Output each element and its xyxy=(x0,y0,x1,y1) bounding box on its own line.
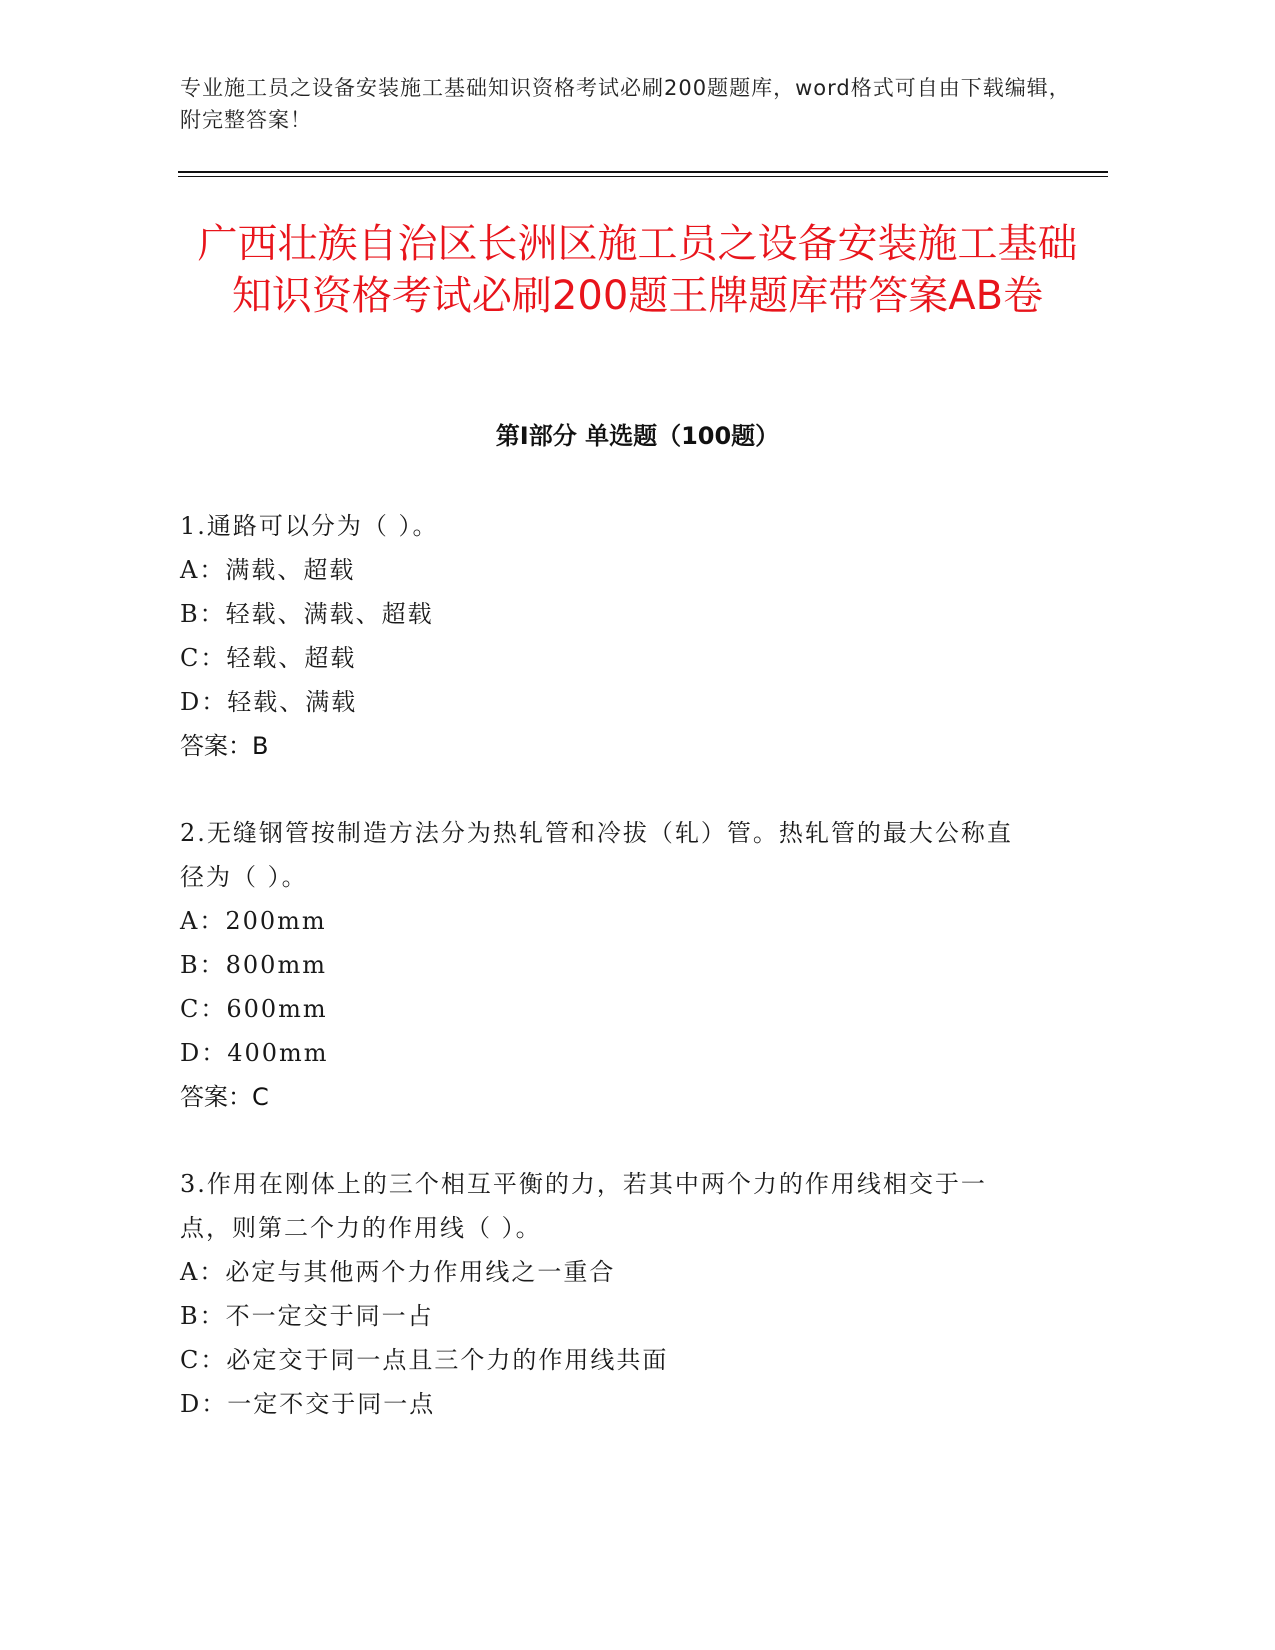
question-3 xyxy=(180,1162,1030,1426)
question-text: 1.通路可以分为（ ）。 xyxy=(180,512,439,540)
option-c: C：600mm xyxy=(180,995,328,1023)
question-spacer xyxy=(180,768,1030,811)
option-a: A：必定与其他两个力作用线之一重合 xyxy=(180,1258,616,1286)
option-d: D：轻载、满载 xyxy=(180,688,358,716)
answer-line: 答案：B xyxy=(180,732,269,760)
header-divider-thick xyxy=(178,171,1108,173)
answer-line: 答案：C xyxy=(180,1083,269,1111)
option-c: C：轻载、超载 xyxy=(180,644,357,672)
option-b: B：不一定交于同一占 xyxy=(180,1302,434,1330)
document-title: 广西壮族自治区长洲区施工员之设备安装施工基础知识资格考试必刷200题王牌题库带答案AB卷 xyxy=(197,221,1078,319)
header-note: 专业施工员之设备安装施工基础知识资格考试必刷200题题库，word格式可自由下载编辑，附完整答案！ xyxy=(180,76,1071,132)
question-text: 2.无缝钢管按制造方法分为热轧管和冷拔（轧）管。热轧管的最大公称直径为（ ）。 xyxy=(180,819,1013,891)
option-c: C：必定交于同一点且三个力的作用线共面 xyxy=(180,1346,669,1374)
option-b: B：轻载、满载、超载 xyxy=(180,600,434,628)
section-heading: 第Ⅰ部分 单选题（100题） xyxy=(495,422,780,450)
option-a: A：200mm xyxy=(180,907,327,935)
option-b: B：800mm xyxy=(180,951,327,979)
option-d: D：400mm xyxy=(180,1039,329,1067)
header-divider-thin xyxy=(178,176,1108,177)
option-a: A：满载、超载 xyxy=(180,556,356,584)
question-spacer xyxy=(180,1119,1030,1162)
question-1 xyxy=(180,504,1030,768)
option-d: D：一定不交于同一点 xyxy=(180,1390,436,1418)
question-2 xyxy=(180,811,1030,1119)
question-text: 3.作用在刚体上的三个相互平衡的力，若其中两个力的作用线相交于一点，则第二个力的作用线（ ）。 xyxy=(180,1170,987,1242)
question-list xyxy=(180,504,1030,1426)
